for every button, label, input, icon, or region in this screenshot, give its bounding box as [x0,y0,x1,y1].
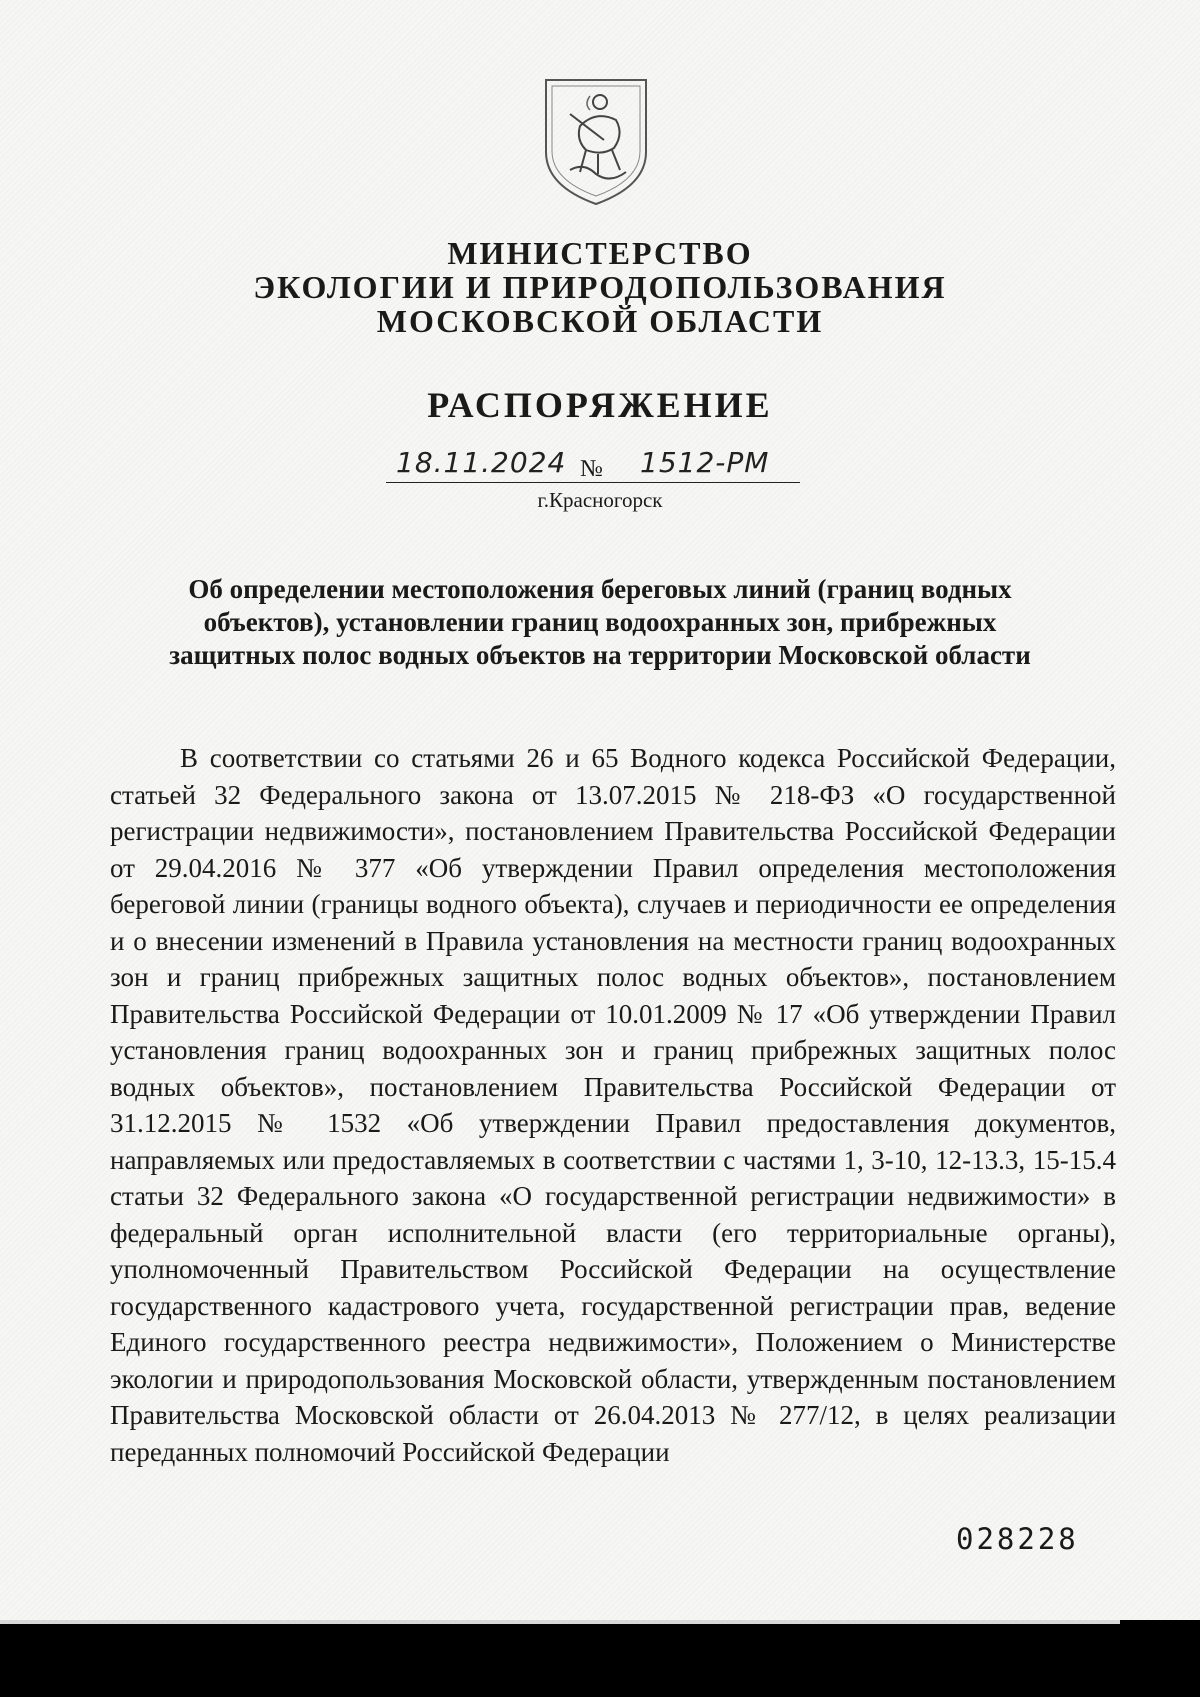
document-subject: Об определении местоположения береговых линий (границ водных объектов), установлении границ водоохранных зон, прибрежных защитных полос водных объектов на территории Московской области [169,574,1031,670]
city: г.Красногорск [537,488,663,512]
ministry-name [0,236,1200,338]
serial-number: 028228 [956,1522,1079,1556]
coat-of-arms-icon [540,74,652,208]
body-paragraph: В соответствии со статьями 26 и 65 Водного кодекса Российской Федерации, статьей 32 Федерального закона от 13.07.2015 № 218-ФЗ «О государственной регистрации недвижимости», постановлением Правительства Российской Федерации от 29.04.2016 № 377 «Об утверждении Правил определения местоположения береговой линии (границы водного объекта), случаев и периодичности ее определения и о внесении изменений в Правила установления на местности границ водоохранных зон и границ прибрежных защитных полос водных объектов», постановлением Правительства Российской Федерации от 10.01.2009 № 17 «Об утверждении Правил установления границ водоохранных зон и границ прибрежных защитных полос водных объектов», постановлением Правительства Российской Федерации от 31.12.2015 № 1532 «Об утверждении Правил предоставления документов, направляемых или предоставляемых в соответствии с частями 1, 3-10, 12-13.3, 15-15.4 статьи 32 Федерального закона «О государственной регистрации недвижимости» в федеральный орган исполнительной власти (его территориальные органы), уполномоченный Правительством Российской Федерации на осуществление государственного кадастрового учета, государственной регистрации прав, ведение Единого государственного реестра недвижимости», Положением о Министерстве экологии и природопользования Московской области, утвержденным постановлением Правительства Московской области от 26.04.2013 № 277/12, в целях реализации переданных полномочий Российской Федерации [110,743,1116,1467]
number-sign: № [580,456,603,482]
registration-number: 1512-РМ [640,446,770,479]
registration-underline [386,482,800,483]
page-edge [0,1620,1120,1624]
document-type: РАСПОРЯЖЕНИЕ [427,385,773,425]
ministry-line-2: ЭКОЛОГИИ И ПРИРОДОПОЛЬЗОВАНИЯ [253,269,947,305]
ministry-line-1: МИНИСТЕРСТВО [447,235,753,271]
registration-date: 18.11.2024 [396,446,567,479]
scan-border [0,1620,1200,1697]
ministry-line-3: МОСКОВСКОЙ ОБЛАСТИ [376,303,824,339]
